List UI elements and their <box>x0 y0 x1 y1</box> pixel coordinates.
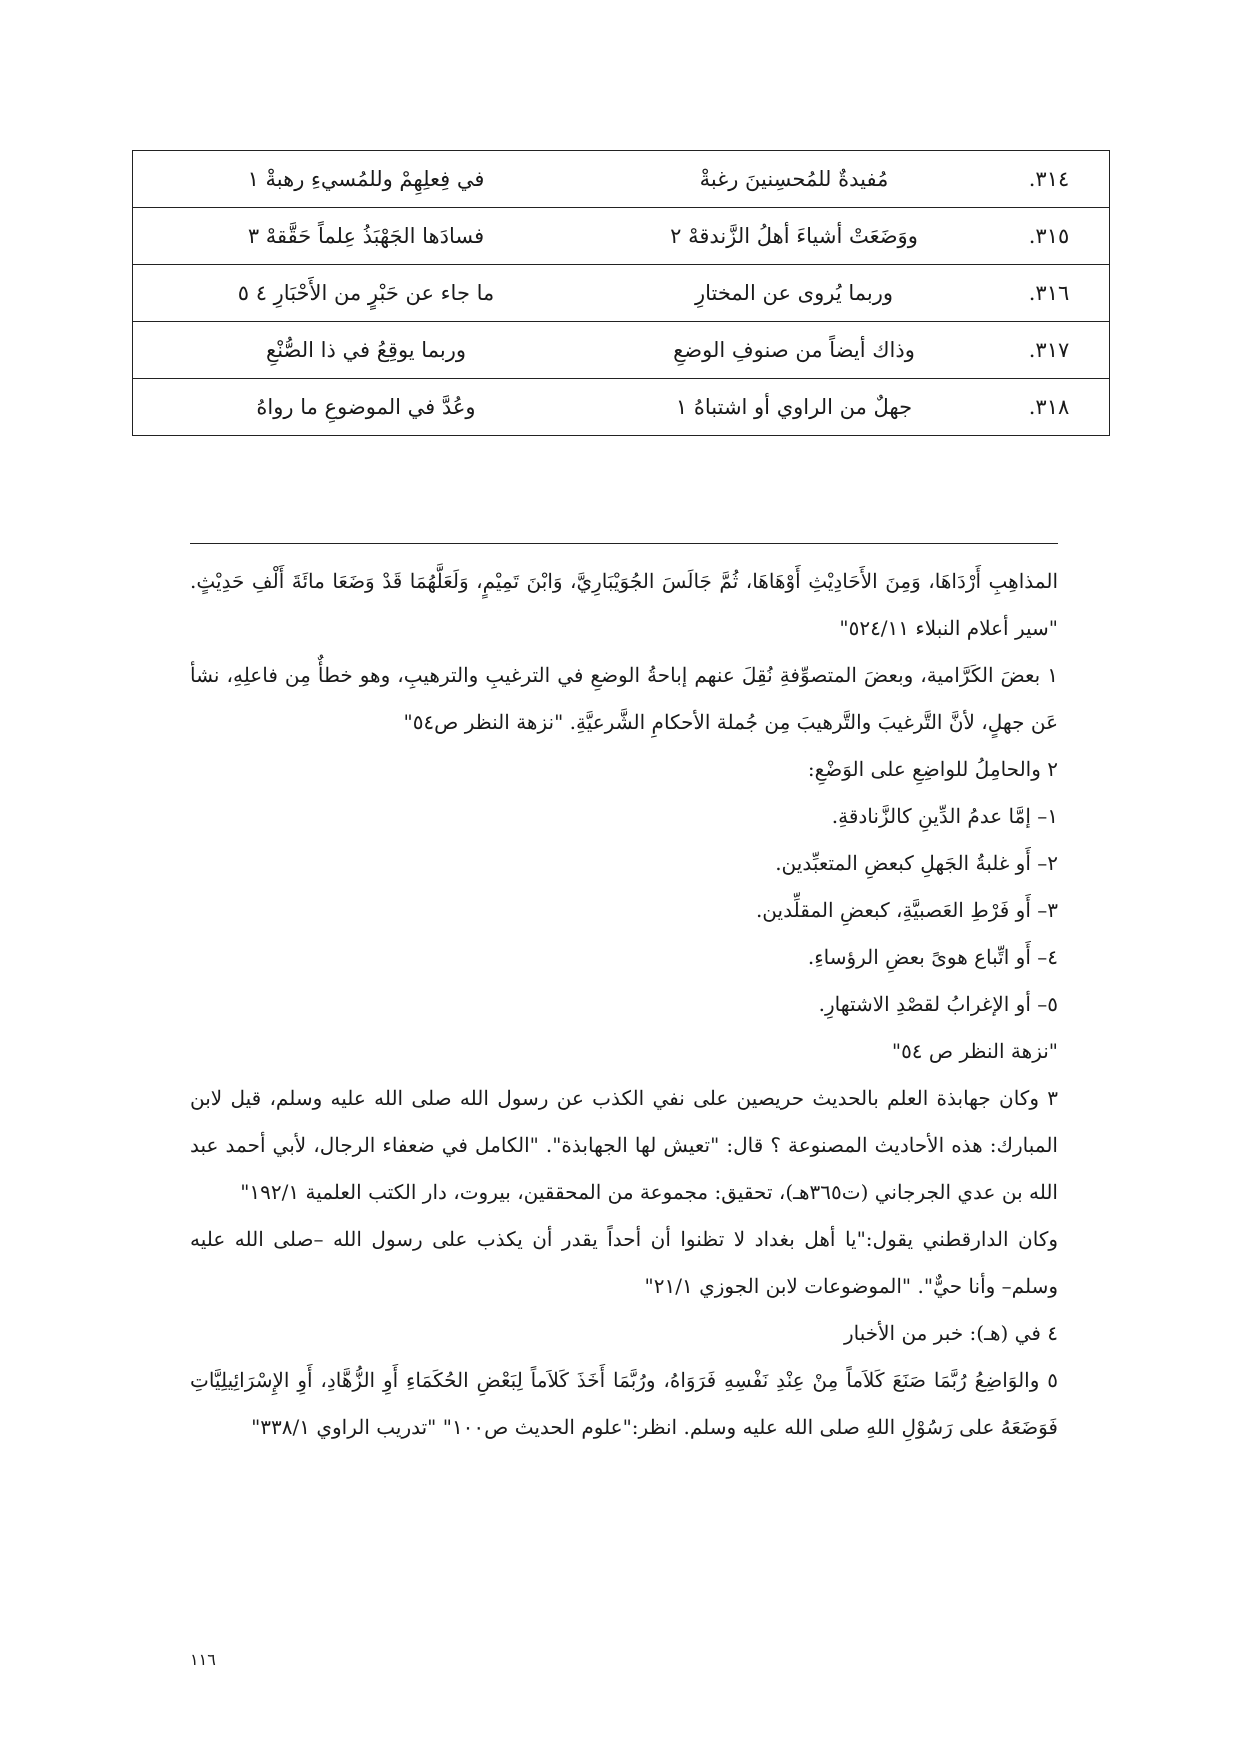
footnote-2-item: ٣– أَو فَرْطِ العَصبيَّةِ، كبعضِ المقلِّدين. <box>755 898 1058 922</box>
verse-first-hemistich: جهلٌ من الراوي أو اشتباهُ ١ <box>599 379 989 436</box>
verse-first-hemistich: وربما يُروى عن المختارِ <box>599 265 989 322</box>
footnote-2-source: "نزهة النظر ص ٥٤" <box>891 1039 1058 1063</box>
footnote-2-item: ٢– أَو غلبةُ الجَهلِ كبعضِ المتعبِّدين. <box>775 851 1058 875</box>
verse-number: ٣١٦. <box>989 265 1110 322</box>
verse-number: ٣١٨. <box>989 379 1110 436</box>
verse-table <box>132 150 1110 436</box>
footnote-2-item: ٥– أو الإغرابُ لقصْدِ الاشتهارِ. <box>818 992 1058 1016</box>
verse-row <box>133 322 1110 379</box>
verse-second-hemistich: فسادَها الجَهْبَذُ عِلماً حَقَّقهْ ٣ <box>133 208 600 265</box>
footnote-2-item: ٤– أَو اتِّباع هوىً بعضِ الرؤساءِ. <box>807 945 1058 969</box>
verse-row <box>133 379 1110 436</box>
verse-number: ٣١٧. <box>989 322 1110 379</box>
verse-second-hemistich: وعُدَّ في الموضوعِ ما رواهُ <box>133 379 600 436</box>
verse-second-hemistich: وربما يوقِعُ في ذا الصُّنْعِ <box>133 322 600 379</box>
verse-second-hemistich: في فِعلِهِمْ وللمُسيءِ رهبةْ ١ <box>133 151 600 208</box>
verse-first-hemistich: ووَضَعَتْ أشياءَ أهلُ الزَّندقهْ ٢ <box>599 208 989 265</box>
verse-first-hemistich: مُفيدةٌ للمُحسِنينَ رغبةْ <box>599 151 989 208</box>
footnote-1: ١ بعضَ الكَرَّامية، وبعضَ المتصوِّفةِ نُقِلَ عنهم إباحةُ الوضعِ في الترغيبِ والترهيبِ، وهو خطأٌ مِن فاعلِهِ، نشأ عَن جهلٍ، لأنَّ التَّرغيبَ والتَّرهيبَ مِن جُملة الأحكامِ الشَّرعيَّةِ. "نزهة النظر ص٥٤" <box>190 663 1058 734</box>
footnote-continuation: المذاهِبِ أَرْدَاهَا، وَمِنَ الأَحَادِيْثِ أَوْهَاهَا، ثُمَّ جَالَسَ الجُوَيْبَارِيَّ، وَابْنَ تَمِيْمٍ، وَلَعَلَّهُمَا قَدْ وَضَعَا مائَةَ أَلْفِ حَدِيْثٍ. "سير أعلام النبلاء ٥٢٤/١١" <box>190 569 1058 640</box>
footnote-4: ٤ في (هـ): خبر من الأخبار <box>843 1321 1058 1345</box>
verse-first-hemistich: وذاك أيضاً من صنوفِ الوضعِ <box>599 322 989 379</box>
verse-number: ٣١٤. <box>989 151 1110 208</box>
footnote-2-item: ١– إمَّا عدمُ الدِّينِ كالزَّنادقةِ. <box>831 804 1058 828</box>
verse-number: ٣١٥. <box>989 208 1110 265</box>
verse-row <box>133 208 1110 265</box>
footnotes-section <box>190 558 1058 1451</box>
verse-row <box>133 265 1110 322</box>
verse-row <box>133 151 1110 208</box>
verse-second-hemistich: ما جاء عن حَبْرٍ من الأَحْبَارِ ٤ ٥ <box>133 265 600 322</box>
page-number: ١١٦ <box>190 1650 216 1669</box>
footnote-3: ٣ وكان جهابذة العلم بالحديث حريصين على نفي الكذب عن رسول الله صلى الله عليه وسلم، قيل لابن المبارك: هذه الأحاديث المصنوعة ؟ قال: "تعيش لها الجهابذة". "الكامل في ضعفاء الرجال، لأبي أحمد عبد الله بن عدي الجرجاني (ت٣٦٥هـ)، تحقيق: مجموعة من المحققين، بيروت، دار الكتب العلمية ١٩٢/١" <box>190 1086 1058 1204</box>
footnote-2: ٢ والحامِلُ للواضِعِ على الوَضْعِ: <box>807 757 1058 781</box>
footnote-divider <box>190 543 1058 544</box>
footnote-3-continuation: وكان الدارقطني يقول:"يا أهل بغداد لا تظنوا أن أحداً يقدر أن يكذب على رسول الله –صلى الله عليه وسلم– وأنا حيٌّ". "الموضوعات لابن الجوزي ٢١/١" <box>190 1227 1058 1298</box>
footnote-5: ٥ والوَاضِعُ رُبَّمَا صَنَعَ كَلاَماً مِنْ عِنْدِ نَفْسِهِ فَرَوَاهُ، ورُبَّمَا أَخَذَ كَلاَماً لِبَعْضِ الحُكَمَاءِ أَوِ الزُّهَّادِ، أَوِ الإِسْرَائِيلِيَّاتِ فَوَضَعَهُ على رَسُوْلِ اللهِ صلى الله عليه وسلم. انظر:"علوم الحديث ص١٠٠" "تدريب الراوي ٣٣٨/١" <box>190 1368 1059 1439</box>
